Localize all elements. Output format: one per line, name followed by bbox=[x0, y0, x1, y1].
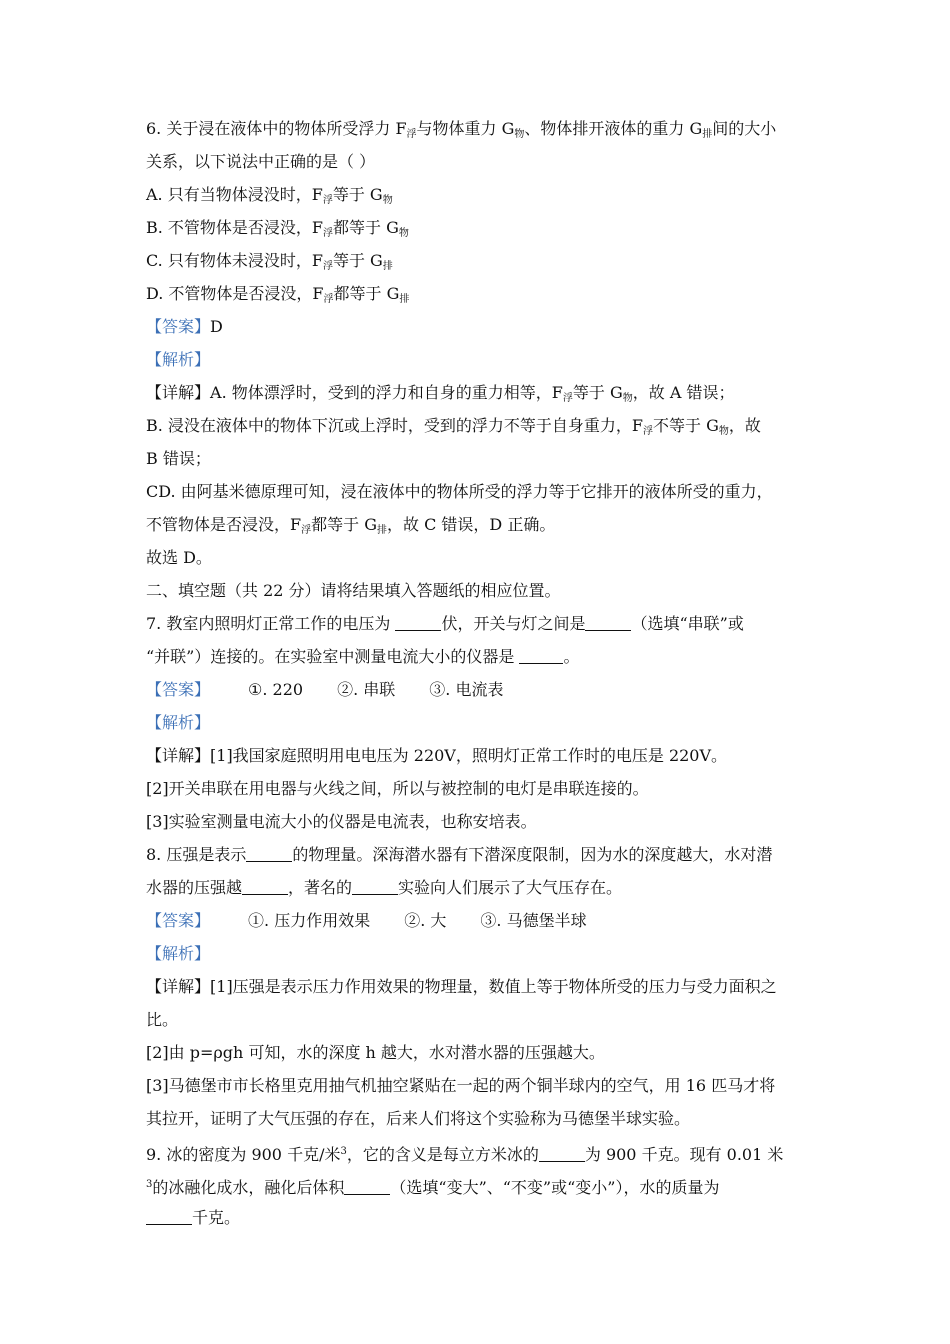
q9-stem-line-2: $^3$的冰融化成水，融化后体积 （选填“变大”、“不变”或“变小”），水的质量为 bbox=[146, 1178, 720, 1197]
q8-detail-line-2: 比。 bbox=[146, 1010, 179, 1029]
q7-stem-line-2: “并联”）连接的。在实验室中测量电流大小的仪器是 。 bbox=[146, 647, 580, 666]
q6-option-d: D. 不管物体是否浸没，$F_浮$都等于 $G_排$ bbox=[146, 284, 410, 305]
q9-blank-1 bbox=[539, 1145, 585, 1162]
q7-blank-2 bbox=[585, 614, 631, 631]
q7-stem-line-1: 7. 教室内照明灯正常工作的电压为 伏，开关与灯之间是 （选填“串联”或 bbox=[146, 614, 744, 633]
q7-analysis bbox=[146, 706, 806, 739]
answer-tag: 【答案】 bbox=[146, 911, 211, 930]
q6-analysis bbox=[146, 343, 806, 376]
q8-blank-3 bbox=[352, 878, 398, 895]
detail-tag: 【详解】 bbox=[146, 746, 211, 765]
document-page bbox=[146, 112, 806, 1234]
q7-blank-3 bbox=[519, 647, 563, 664]
q9-stem-line-1: 9. 冰的密度为 900 千克/米$^3$，它的含义是每立方米冰的 为 900 千克。现有 0.01 米 bbox=[146, 1145, 784, 1164]
q6-detail-line-1: 【详解】A. 物体漂浮时，受到的浮力和自身的重力相等，$F_浮$等于 $G_物$，故 A 错误； bbox=[146, 383, 735, 404]
q6-detail-line-5: 不管物体是否浸没，$F_浮$都等于 $G_排$，故 C 错误，D 正确。 bbox=[146, 515, 556, 536]
q6-option-c: C. 只有物体未浸没时，$F_浮$等于 $G_排$ bbox=[146, 251, 393, 272]
q8-stem-line-2: 水器的压强越 ，著名的 实验向人们展示了大气压存在。 bbox=[146, 878, 623, 897]
analysis-tag: 【解析】 bbox=[146, 944, 211, 963]
q8-detail-line-5: 其拉开，证明了大气压强的存在，后来人们将这个实验称为马德堡半球实验。 bbox=[146, 1109, 691, 1128]
q6-option-a: A. 只有当物体浸没时，$F_浮$等于 $G_物$ bbox=[146, 185, 393, 206]
answer-tag: 【答案】 bbox=[146, 680, 211, 699]
q6-answer: 【答案】D bbox=[146, 317, 223, 336]
q6-conclusion: 故选 D。 bbox=[146, 548, 212, 567]
q8-blank-2 bbox=[242, 878, 288, 895]
q7-detail-line-3: [3]实验室测量电流大小的仪器是电流表，也称安培表。 bbox=[146, 812, 537, 831]
q7-detail-line-2: [2]开关串联在用电器与火线之间，所以与被控制的电灯是串联连接的。 bbox=[146, 779, 649, 798]
q8-analysis bbox=[146, 937, 806, 970]
q8-detail-line-4: [3]马德堡市市长格里克用抽气机抽空紧贴在一起的两个铜半球内的空气，用 16 匹马才将 bbox=[146, 1076, 776, 1095]
q6-detail-line-4: CD. 由阿基米德原理可知，浸在液体中的物体所受的浮力等于它排开的液体所受的重力， bbox=[146, 482, 773, 501]
analysis-tag: 【解析】 bbox=[146, 713, 211, 732]
detail-tag: 【详解】 bbox=[146, 977, 211, 996]
q9-blank-2 bbox=[344, 1178, 390, 1195]
detail-tag: 【详解】 bbox=[146, 383, 211, 402]
analysis-tag: 【解析】 bbox=[146, 350, 211, 369]
q6-option-b: B. 不管物体是否浸没，$F_浮$都等于 $G_物$ bbox=[146, 218, 409, 239]
answer-tag: 【答案】 bbox=[146, 317, 211, 336]
q6-stem-line-1: 6. 关于浸在液体中的物体所受浮力 $F_浮$与物体重力 $G_物$、物体排开液体的重力 $G_排$间的大小 bbox=[146, 119, 777, 140]
q8-stem-line-1: 8. 压强是表示 的物理量。深海潜水器有下潜深度限制，因为水的深度越大，水对潜 bbox=[146, 845, 773, 864]
q9-blank-3 bbox=[146, 1208, 192, 1225]
q8-blank-1 bbox=[246, 845, 292, 862]
q6-detail-line-2: B. 浸没在液体中的物体下沉或上浮时，受到的浮力不等于自身重力，$F_浮$不等于 $G_物$，故 bbox=[146, 416, 761, 437]
q8-detail-line-3: [2]由 p=ρgh 可知，水的深度 h 越大，水对潜水器的压强越大。 bbox=[146, 1043, 605, 1062]
q6-stem-line-2: 关系，以下说法中正确的是（ ） bbox=[146, 152, 376, 171]
q9-stem-line-3: 千克。 bbox=[146, 1201, 806, 1234]
q8-detail-line-1: 【详解】[1]压强是表示压力作用效果的物理量，数值上等于物体所受的压力与受力面积之 bbox=[146, 977, 777, 996]
q7-blank-1 bbox=[395, 614, 441, 631]
section-2-heading: 二、填空题（共 22 分）请将结果填入答题纸的相应位置。 bbox=[146, 581, 561, 600]
q7-answer: 【答案】 ①. 220 ②. 串联 ③. 电流表 bbox=[146, 680, 504, 699]
q8-answer: 【答案】 ①. 压力作用效果 ②. 大 ③. 马德堡半球 bbox=[146, 911, 587, 930]
q6-detail-line-3: B 错误； bbox=[146, 449, 211, 468]
q7-detail-line-1: 【详解】[1]我国家庭照明用电电压为 220V，照明灯正常工作时的电压是 220V。 bbox=[146, 746, 728, 765]
